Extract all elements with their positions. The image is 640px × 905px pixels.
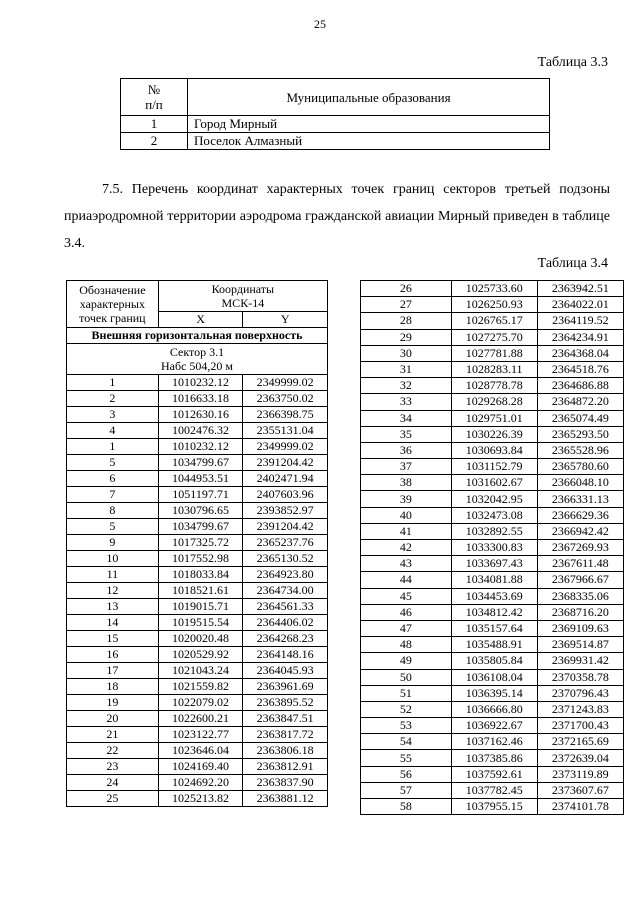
table-row: [361, 669, 624, 685]
point-id: 20: [67, 711, 159, 727]
table-row: [67, 439, 328, 455]
x-value: 1035805.84: [451, 653, 537, 669]
table-3-3-header-name: Муниципальные образования: [188, 79, 550, 116]
table-3-4-left-part: [66, 280, 328, 807]
table-row: [67, 567, 328, 583]
y-value: 2367966.67: [537, 572, 623, 588]
x-value: 1034081.88: [451, 572, 537, 588]
table-row: [361, 329, 624, 345]
point-id: 44: [361, 572, 452, 588]
x-value: 1044953.51: [158, 471, 243, 487]
x-value: 1020020.48: [158, 631, 243, 647]
table-3-4-header-x: X: [158, 312, 243, 328]
table-row: [361, 281, 624, 297]
table-row: [67, 551, 328, 567]
x-value: 1032042.95: [451, 491, 537, 507]
point-id: 30: [361, 345, 452, 361]
x-value: 1002476.32: [158, 423, 243, 439]
point-id: 5: [67, 455, 159, 471]
table-row: [67, 711, 328, 727]
point-id: 4: [67, 423, 159, 439]
point-id: 22: [67, 743, 159, 759]
y-value: 2364923.80: [243, 567, 328, 583]
point-id: 26: [361, 281, 452, 297]
y-value: 2370358.78: [537, 669, 623, 685]
y-value: 2370796.43: [537, 685, 623, 701]
point-id: 46: [361, 604, 452, 620]
table-row: [67, 615, 328, 631]
point-id: 11: [67, 567, 159, 583]
y-value: 2364734.00: [243, 583, 328, 599]
table-row: [361, 766, 624, 782]
x-value: 1010232.12: [158, 439, 243, 455]
x-value: 1032473.08: [451, 507, 537, 523]
table-row: [121, 133, 550, 150]
y-value: 2391204.42: [243, 455, 328, 471]
x-value: 1034812.42: [451, 604, 537, 620]
point-id: 12: [67, 583, 159, 599]
point-id: 24: [67, 775, 159, 791]
x-value: 1025733.60: [451, 281, 537, 297]
x-value: 1036108.04: [451, 669, 537, 685]
point-id: 9: [67, 535, 159, 551]
table-row: [361, 540, 624, 556]
y-value: 2363847.51: [243, 711, 328, 727]
point-id: 42: [361, 540, 452, 556]
x-value: 1027275.70: [451, 329, 537, 345]
y-value: 2373119.89: [537, 766, 623, 782]
table-row: [361, 653, 624, 669]
table-3-4-header-coordinates: Координаты МСК-14: [158, 281, 327, 312]
x-value: 1025213.82: [158, 791, 243, 807]
y-value: 2363961.69: [243, 679, 328, 695]
x-value: 1029268.28: [451, 394, 537, 410]
table-row: [361, 426, 624, 442]
table-3-4-sector-title: Сектор 3.1 Набс 504,20 м: [67, 344, 328, 375]
table-row: [121, 116, 550, 133]
point-id: 38: [361, 475, 452, 491]
y-value: 2365528.96: [537, 442, 623, 458]
table-row: [361, 637, 624, 653]
table-row: [361, 313, 624, 329]
x-value: 1036922.67: [451, 718, 537, 734]
x-value: 1031152.79: [451, 459, 537, 475]
y-value: 2363817.72: [243, 727, 328, 743]
x-value: 1019015.71: [158, 599, 243, 615]
table-row: [67, 695, 328, 711]
x-value: 1019515.54: [158, 615, 243, 631]
point-id: 15: [67, 631, 159, 647]
x-value: 1028283.11: [451, 361, 537, 377]
x-value: 1032892.55: [451, 523, 537, 539]
table-row: [361, 750, 624, 766]
x-value: 1022079.02: [158, 695, 243, 711]
point-id: 57: [361, 782, 452, 798]
x-value: 1026250.93: [451, 297, 537, 313]
table-row: [361, 588, 624, 604]
y-value: 2363812.91: [243, 759, 328, 775]
x-value: 1036395.14: [451, 685, 537, 701]
table-row: [67, 407, 328, 423]
table-row: [67, 471, 328, 487]
table-row: [361, 394, 624, 410]
point-id: 28: [361, 313, 452, 329]
x-value: 1010232.12: [158, 375, 243, 391]
point-id: 58: [361, 799, 452, 815]
table-row: [361, 734, 624, 750]
table-3-4-header-point-id: Обозначение характерных точек границ: [67, 281, 159, 328]
table-row: [67, 775, 328, 791]
point-id: 25: [67, 791, 159, 807]
point-id: 29: [361, 329, 452, 345]
row-number: 2: [121, 133, 188, 150]
table-row: [67, 631, 328, 647]
x-value: 1033300.83: [451, 540, 537, 556]
x-value: 1024169.40: [158, 759, 243, 775]
x-value: 1037782.45: [451, 782, 537, 798]
table-3-4-header-y: Y: [243, 312, 328, 328]
table-row: [67, 455, 328, 471]
table-row: [67, 583, 328, 599]
table-row: [67, 743, 328, 759]
x-value: 1021043.24: [158, 663, 243, 679]
y-value: 2364045.93: [243, 663, 328, 679]
table-row: [67, 727, 328, 743]
y-value: 2368716.20: [537, 604, 623, 620]
point-id: 31: [361, 361, 452, 377]
y-value: 2365237.76: [243, 535, 328, 551]
x-value: 1037955.15: [451, 799, 537, 815]
point-id: 48: [361, 637, 452, 653]
table-3-3-caption: Таблица 3.3: [537, 55, 608, 70]
table-row: [361, 799, 624, 815]
point-id: 37: [361, 459, 452, 475]
table-row: [67, 647, 328, 663]
y-value: 2365780.60: [537, 459, 623, 475]
y-value: 2366048.10: [537, 475, 623, 491]
y-value: 2364268.23: [243, 631, 328, 647]
x-value: 1017552.98: [158, 551, 243, 567]
x-value: 1023122.77: [158, 727, 243, 743]
point-id: 50: [361, 669, 452, 685]
y-value: 2369514.87: [537, 637, 623, 653]
y-value: 2366629.36: [537, 507, 623, 523]
table-row: [361, 523, 624, 539]
table-row: [361, 459, 624, 475]
page-number: 25: [314, 17, 326, 31]
point-id: 41: [361, 523, 452, 539]
paragraph-7-5: 7.5. Перечень координат характерных точек границ секторов третьей подзоны приаэродромной территории аэродрома гражданской авиации Мирный приведен в таблице 3.4.: [64, 182, 610, 251]
table-row: [361, 685, 624, 701]
table-row: [361, 297, 624, 313]
point-id: 21: [67, 727, 159, 743]
point-id: 43: [361, 556, 452, 572]
y-value: 2367611.48: [537, 556, 623, 572]
y-value: 2364686.88: [537, 378, 623, 394]
x-value: 1012630.16: [158, 407, 243, 423]
point-id: 13: [67, 599, 159, 615]
table-row: [361, 782, 624, 798]
y-value: 2393852.97: [243, 503, 328, 519]
x-value: 1017325.72: [158, 535, 243, 551]
table-3-4-right-part: [360, 280, 624, 815]
y-value: 2364022.01: [537, 297, 623, 313]
x-value: 1018521.61: [158, 583, 243, 599]
point-id: 1: [67, 439, 159, 455]
point-id: 55: [361, 750, 452, 766]
table-row: [361, 442, 624, 458]
point-id: 5: [67, 519, 159, 535]
table-row: [67, 519, 328, 535]
y-value: 2363942.51: [537, 281, 623, 297]
point-id: 54: [361, 734, 452, 750]
x-value: 1022600.21: [158, 711, 243, 727]
table-row: [67, 423, 328, 439]
table-3-3: [120, 78, 550, 150]
table-row: [361, 718, 624, 734]
point-id: 8: [67, 503, 159, 519]
y-value: 2373607.67: [537, 782, 623, 798]
x-value: 1031602.67: [451, 475, 537, 491]
y-value: 2349999.02: [243, 375, 328, 391]
table-row: [67, 487, 328, 503]
point-id: 33: [361, 394, 452, 410]
x-value: 1024692.20: [158, 775, 243, 791]
y-value: 2364872.20: [537, 394, 623, 410]
table-row: [361, 491, 624, 507]
x-value: 1027781.88: [451, 345, 537, 361]
point-id: 47: [361, 620, 452, 636]
y-value: 2402471.94: [243, 471, 328, 487]
y-value: 2391204.42: [243, 519, 328, 535]
point-id: 35: [361, 426, 452, 442]
y-value: 2372639.04: [537, 750, 623, 766]
y-value: 2374101.78: [537, 799, 623, 815]
y-value: 2363806.18: [243, 743, 328, 759]
table-row: [361, 361, 624, 377]
y-value: 2407603.96: [243, 487, 328, 503]
point-id: 32: [361, 378, 452, 394]
point-id: 18: [67, 679, 159, 695]
point-id: 45: [361, 588, 452, 604]
table-row: [67, 503, 328, 519]
x-value: 1028778.78: [451, 378, 537, 394]
y-value: 2366331.13: [537, 491, 623, 507]
y-value: 2368335.06: [537, 588, 623, 604]
point-id: 7: [67, 487, 159, 503]
y-value: 2355131.04: [243, 423, 328, 439]
table-row: [361, 701, 624, 717]
y-value: 2366398.75: [243, 407, 328, 423]
y-value: 2371700.43: [537, 718, 623, 734]
point-id: 27: [361, 297, 452, 313]
point-id: 36: [361, 442, 452, 458]
point-id: 17: [67, 663, 159, 679]
y-value: 2364119.52: [537, 313, 623, 329]
y-value: 2369931.42: [537, 653, 623, 669]
x-value: 1023646.04: [158, 743, 243, 759]
y-value: 2371243.83: [537, 701, 623, 717]
point-id: 49: [361, 653, 452, 669]
point-id: 40: [361, 507, 452, 523]
y-value: 2364148.16: [243, 647, 328, 663]
y-value: 2364368.04: [537, 345, 623, 361]
point-id: 56: [361, 766, 452, 782]
x-value: 1035488.91: [451, 637, 537, 653]
point-id: 52: [361, 701, 452, 717]
x-value: 1036666.80: [451, 701, 537, 717]
point-id: 19: [67, 695, 159, 711]
y-value: 2363881.12: [243, 791, 328, 807]
point-id: 34: [361, 410, 452, 426]
table-row: [361, 410, 624, 426]
point-id: 14: [67, 615, 159, 631]
y-value: 2366942.42: [537, 523, 623, 539]
point-id: 1: [67, 375, 159, 391]
point-id: 6: [67, 471, 159, 487]
point-id: 51: [361, 685, 452, 701]
x-value: 1020529.92: [158, 647, 243, 663]
x-value: 1030693.84: [451, 442, 537, 458]
y-value: 2364518.76: [537, 361, 623, 377]
y-value: 2363837.90: [243, 775, 328, 791]
y-value: 2364561.33: [243, 599, 328, 615]
table-row: [67, 663, 328, 679]
municipality-name: Поселок Алмазный: [188, 133, 550, 150]
table-row: [361, 507, 624, 523]
row-number: 1: [121, 116, 188, 133]
y-value: 2369109.63: [537, 620, 623, 636]
x-value: 1037385.86: [451, 750, 537, 766]
table-row: [361, 378, 624, 394]
y-value: 2349999.02: [243, 439, 328, 455]
x-value: 1051197.71: [158, 487, 243, 503]
table-row: [361, 556, 624, 572]
table-row: [361, 475, 624, 491]
table-3-4-surface-title: Внешняя горизонтальная поверхность: [67, 328, 328, 344]
x-value: 1026765.17: [451, 313, 537, 329]
point-id: 3: [67, 407, 159, 423]
y-value: 2367269.93: [537, 540, 623, 556]
table-row: [67, 599, 328, 615]
table-row: [361, 604, 624, 620]
table-row: [67, 791, 328, 807]
table-row: [67, 679, 328, 695]
table-3-3-header-number: № п/п: [121, 79, 188, 116]
x-value: 1029751.01: [451, 410, 537, 426]
x-value: 1034453.69: [451, 588, 537, 604]
x-value: 1018033.84: [158, 567, 243, 583]
y-value: 2365130.52: [243, 551, 328, 567]
x-value: 1033697.43: [451, 556, 537, 572]
table-row: [67, 759, 328, 775]
point-id: 2: [67, 391, 159, 407]
y-value: 2363750.02: [243, 391, 328, 407]
x-value: 1037592.61: [451, 766, 537, 782]
x-value: 1034799.67: [158, 455, 243, 471]
point-id: 23: [67, 759, 159, 775]
x-value: 1030796.65: [158, 503, 243, 519]
x-value: 1037162.46: [451, 734, 537, 750]
table-row: [67, 535, 328, 551]
point-id: 10: [67, 551, 159, 567]
y-value: 2364406.02: [243, 615, 328, 631]
y-value: 2365293.50: [537, 426, 623, 442]
x-value: 1030226.39: [451, 426, 537, 442]
municipality-name: Город Мирный: [188, 116, 550, 133]
point-id: 53: [361, 718, 452, 734]
point-id: 16: [67, 647, 159, 663]
x-value: 1021559.82: [158, 679, 243, 695]
x-value: 1035157.64: [451, 620, 537, 636]
y-value: 2364234.91: [537, 329, 623, 345]
table-row: [361, 345, 624, 361]
table-row: [361, 620, 624, 636]
y-value: 2365074.49: [537, 410, 623, 426]
table-row: [361, 572, 624, 588]
x-value: 1034799.67: [158, 519, 243, 535]
point-id: 39: [361, 491, 452, 507]
y-value: 2372165.69: [537, 734, 623, 750]
table-row: [67, 391, 328, 407]
y-value: 2363895.52: [243, 695, 328, 711]
x-value: 1016633.18: [158, 391, 243, 407]
table-row: [67, 375, 328, 391]
table-3-4-caption: Таблица 3.4: [537, 256, 608, 271]
